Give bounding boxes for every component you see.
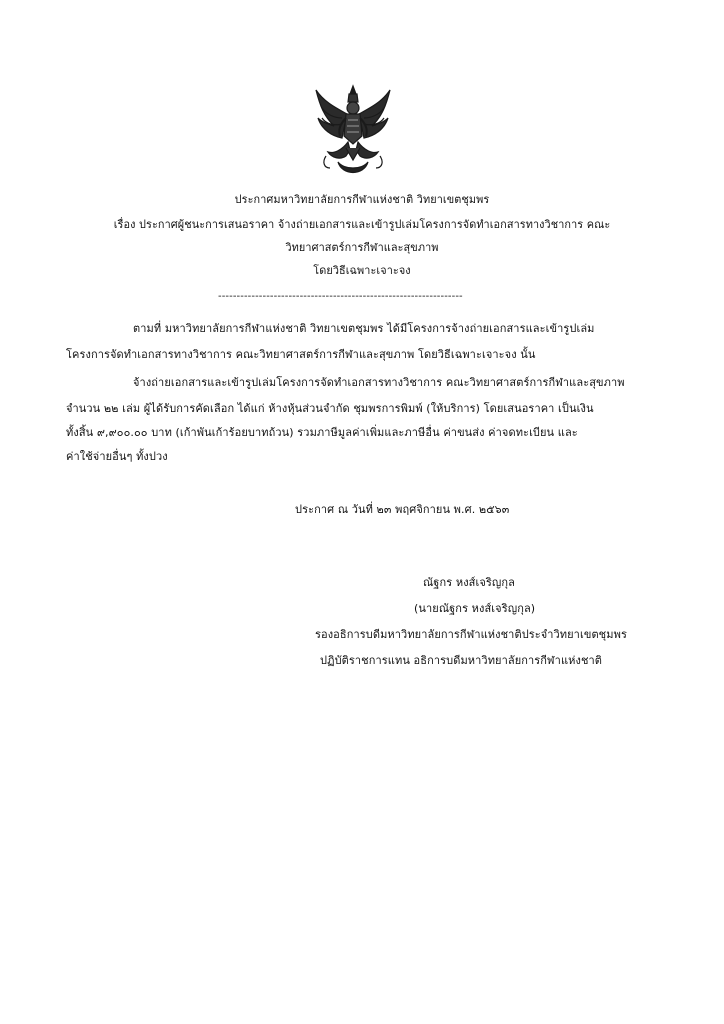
paragraph-1-line-1: ตามที่ มหาวิทยาลัยการกีฬาแห่งชาติ วิทยาเขตชุมพร ได้มีโครงการจ้างถ่ายเอกสารและเข้ารูปเล่ม [133, 322, 595, 335]
signature-name: ณัฐกร หงส์เจริญกุล [423, 576, 515, 589]
subject-line-continued: วิทยาศาสตร์การกีฬาและสุขภาพ [285, 241, 439, 254]
garuda-emblem-icon [312, 84, 394, 180]
paragraph-1-line-2: โครงการจัดทำเอกสารทางวิชาการ คณะวิทยาศาสตร์การกีฬาและสุขภาพ โดยวิธีเฉพาะเจาะจง นั้น [66, 348, 536, 361]
announcement-title: ประกาศมหาวิทยาลัยการกีฬาแห่งชาติ วิทยาเขตชุมพร [234, 193, 490, 206]
paragraph-2-line-2: จำนวน ๒๒ เล่ม ผู้ได้รับการคัดเลือก ได้แก่ ห้างหุ้นส่วนจำกัด ชุมพรการพิมพ์ (ให้บริการ) โดยเสนอราคา เป็นเงิน [66, 402, 594, 415]
paragraph-2-line-1: จ้างถ่ายเอกสารและเข้ารูปเล่มโครงการจัดทำเอกสารทางวิชาการ คณะวิทยาศาสตร์การกีฬาและสุขภาพ [133, 376, 625, 389]
paragraph-2-line-3: ทั้งสิ้น ๙,๙๐๐.๐๐ บาท (เก้าพันเก้าร้อยบาทถ้วน) รวมภาษีมูลค่าเพิ่มและภาษีอื่น ค่าขนส่ง ค่าจดทะเบียน และ [66, 426, 578, 439]
signer-position: รองอธิการบดีมหาวิทยาลัยการกีฬาแห่งชาติประจำวิทยาเขตชุมพร [315, 628, 627, 641]
separator-line: ------------------------------------------------------------------ [218, 291, 463, 302]
paragraph-2-line-4: ค่าใช้จ่ายอื่นๆ ทั้งปวง [66, 450, 168, 463]
procurement-method: โดยวิธีเฉพาะเจาะจง [313, 264, 411, 277]
subject-line: เรื่อง ประกาศผู้ชนะการเสนอราคา จ้างถ่ายเอกสารและเข้ารูปเล่มโครงการจัดทำเอกสารทางวิชาการ คณะ [113, 218, 611, 231]
signer-acting-position: ปฏิบัติราชการแทน อธิการบดีมหาวิทยาลัยการกีฬาแห่งชาติ [320, 654, 603, 667]
announcement-date: ประกาศ ณ วันที่ ๒๓ พฤศจิกายน พ.ศ. ๒๕๖๓ [295, 503, 510, 516]
signature-full-name: (นายณัฐกร หงส์เจริญกุล) [414, 602, 536, 615]
